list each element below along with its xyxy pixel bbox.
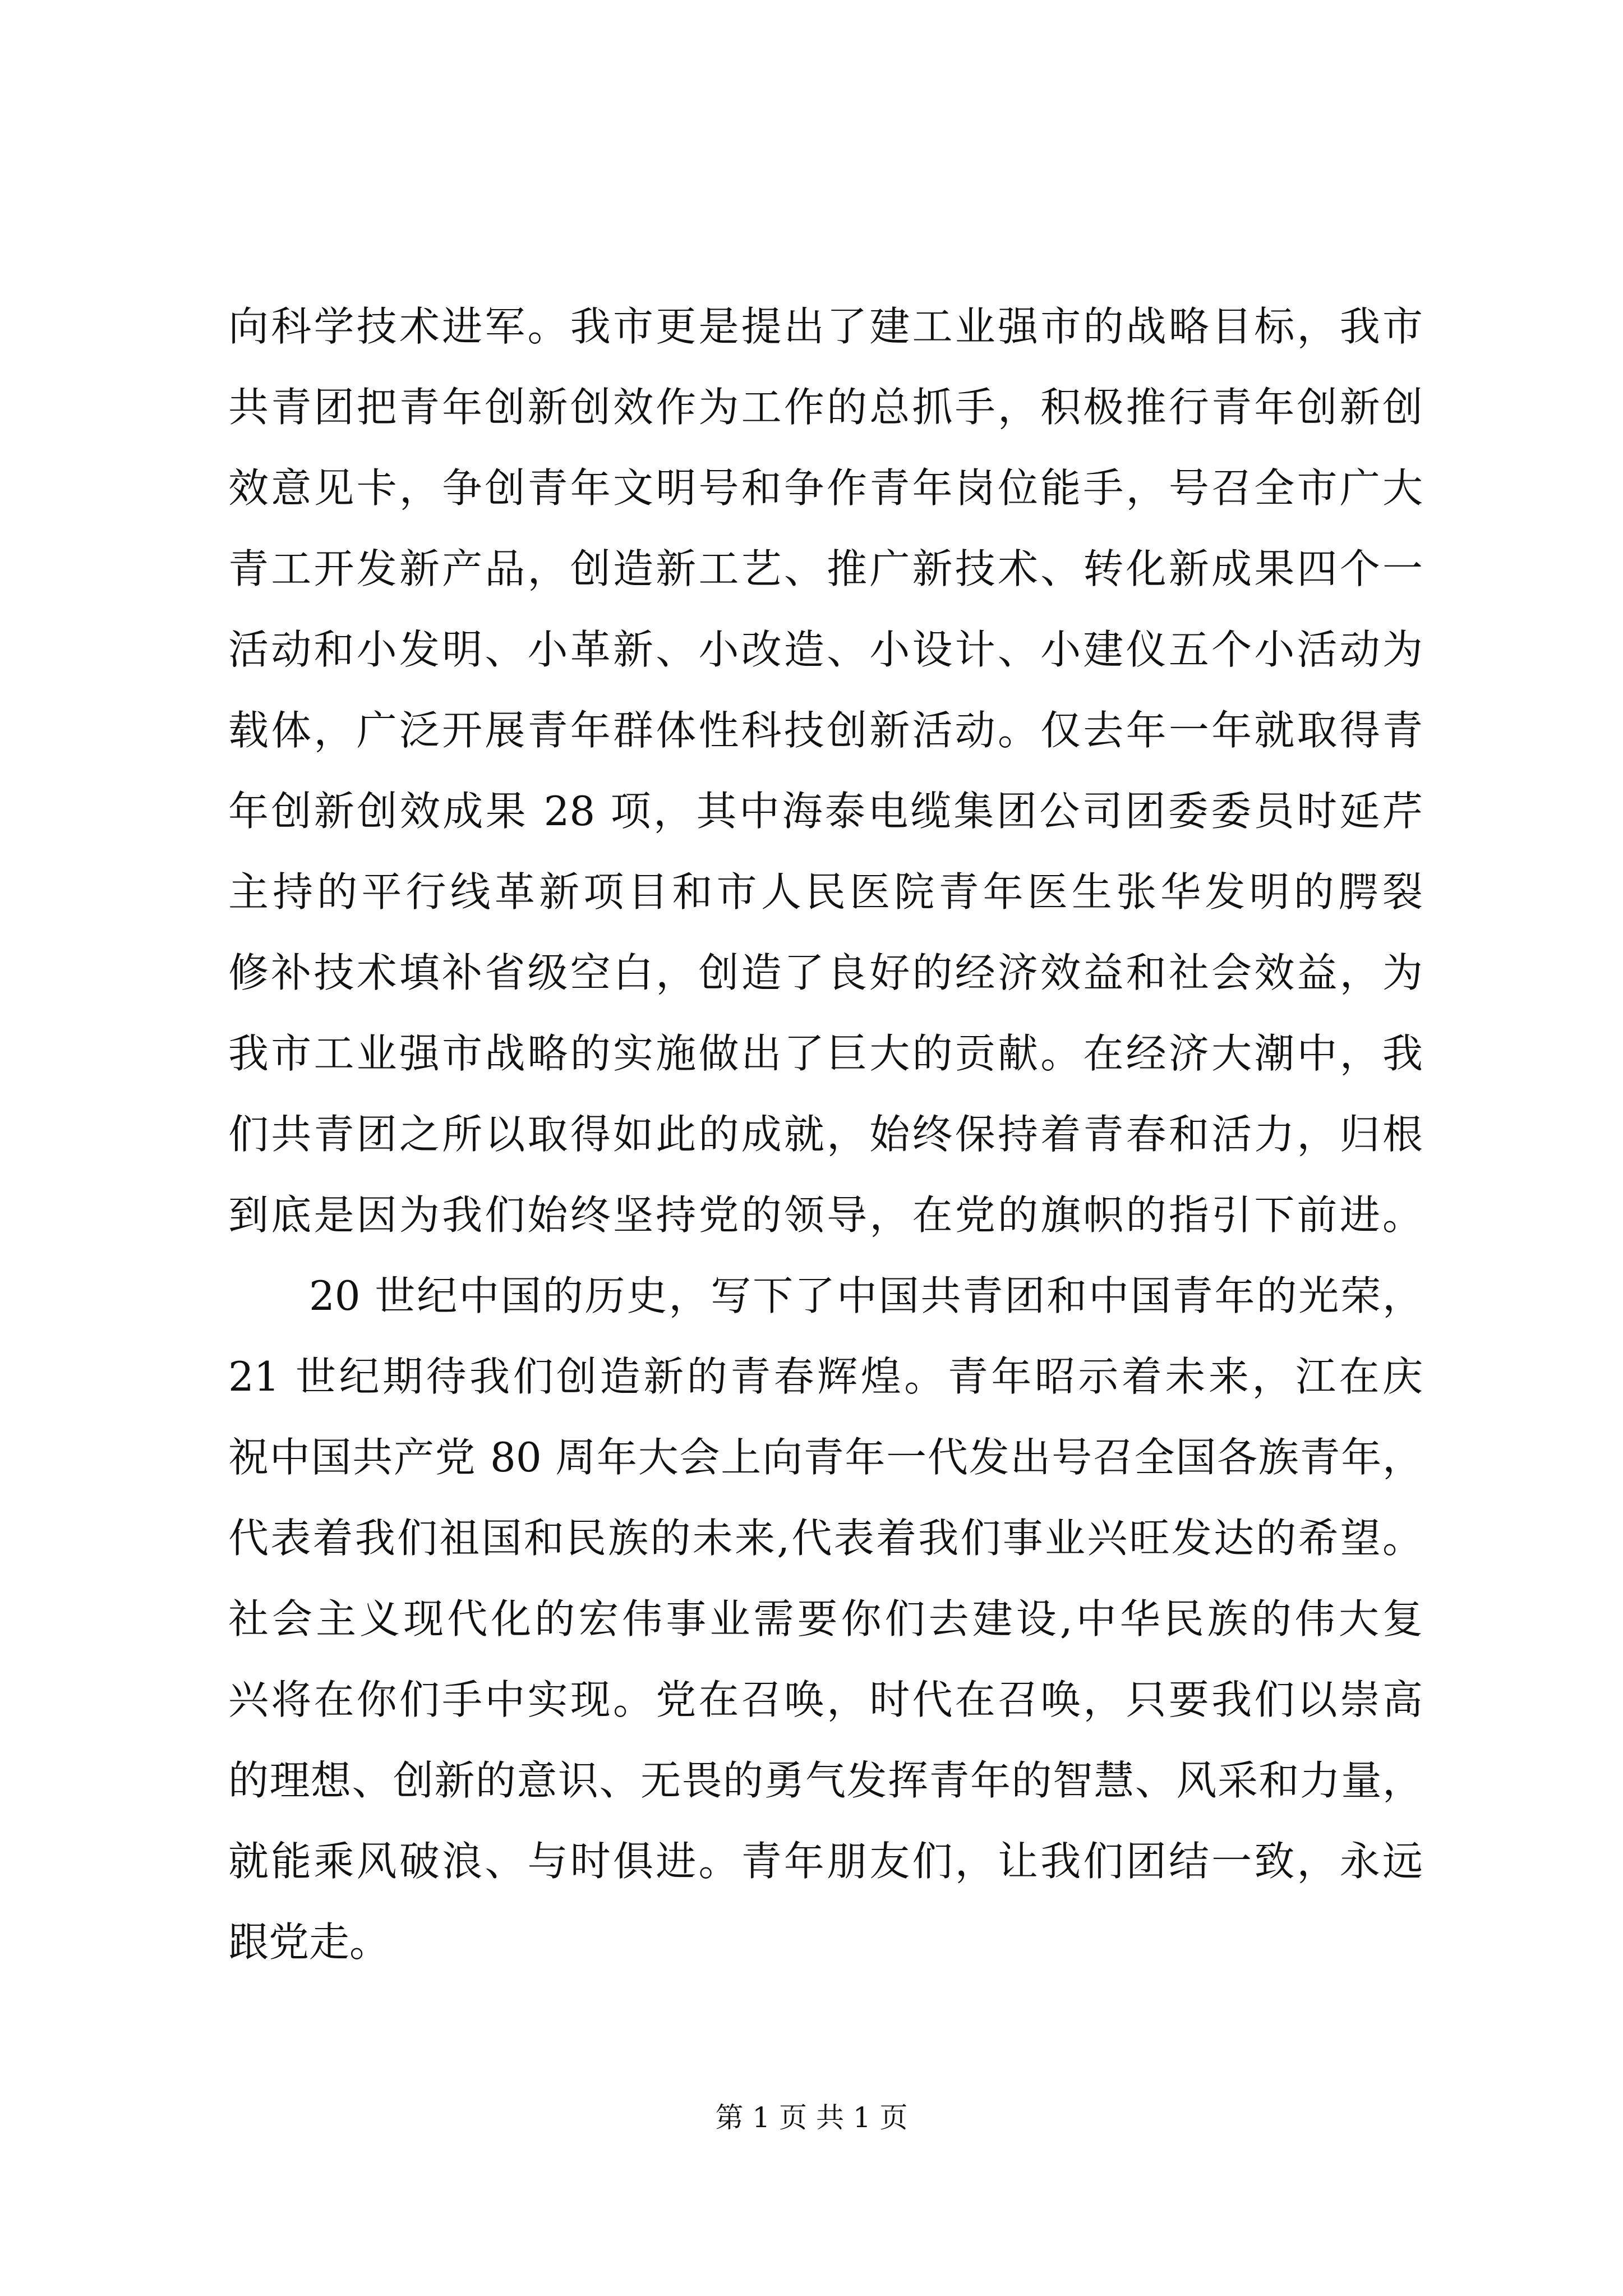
text-line: 修补技术填补省级空白，创造了良好的经济效益和社会效益，为 — [228, 949, 1423, 996]
body-text — [228, 286, 1423, 1982]
text-line: 兴将在你们手中实现。党在召唤，时代在召唤，只要我们以崇高 — [228, 1676, 1423, 1723]
text-line: 载体，广泛开展青年群体性科技创新活动。仅去年一年就取得青 — [228, 707, 1423, 754]
text-line: 20 世纪中国的历史，写下了中国共青团和中国青年的光荣， — [309, 1272, 1423, 1319]
text-line: 青工开发新产品，创造新工艺、推广新技术、转化新成果四个一 — [228, 545, 1423, 592]
paragraph-1 — [228, 286, 1423, 1255]
text-line: 跟党走。 — [228, 1918, 390, 1966]
text-line: 们共青团之所以取得如此的成就，始终保持着青春和活力，归根 — [228, 1111, 1423, 1158]
text-line: 到底是因为我们始终坚持党的领导，在党的旗帜的指引下前进。 — [228, 1191, 1423, 1239]
text-line: 年创新创效成果 28 项，其中海泰电缆集团公司团委委员时延芹 — [228, 788, 1423, 835]
text-line: 社会主义现代化的宏伟事业需要你们去建设,中华民族的伟大复 — [228, 1595, 1423, 1642]
text-line: 效意见卡，争创青年文明号和争作青年岗位能手，号召全市广大 — [228, 464, 1423, 512]
text-line: 的理想、创新的意识、无畏的勇气发挥青年的智慧、风采和力量， — [228, 1757, 1423, 1804]
text-line: 活动和小发明、小革新、小改造、小设计、小建仪五个小活动为 — [228, 626, 1423, 673]
text-line: 共青团把青年创新创效作为工作的总抓手，积极推行青年创新创 — [228, 384, 1423, 431]
page-number-footer: 第 1 页 共 1 页 — [715, 2101, 908, 2134]
text-line: 我市工业强市战略的实施做出了巨大的贡献。在经济大潮中，我 — [228, 1030, 1423, 1077]
text-line: 21 世纪期待我们创造新的青春辉煌。青年昭示着未来，江在庆 — [228, 1353, 1423, 1400]
paragraph-2 — [228, 1255, 1423, 1982]
text-line: 向科学技术进军。我市更是提出了建工业强市的战略目标，我市 — [228, 303, 1423, 350]
text-line: 主持的平行线革新项目和市人民医院青年医生张华发明的腭裂 — [228, 868, 1423, 915]
text-line: 就能乘风破浪、与时俱进。青年朋友们，让我们团结一致，永远 — [228, 1838, 1423, 1885]
text-line: 代表着我们祖国和民族的未来,代表着我们事业兴旺发达的希望。 — [228, 1515, 1423, 1562]
text-line: 祝中国共产党 80 周年大会上向青年一代发出号召全国各族青年， — [228, 1434, 1423, 1481]
